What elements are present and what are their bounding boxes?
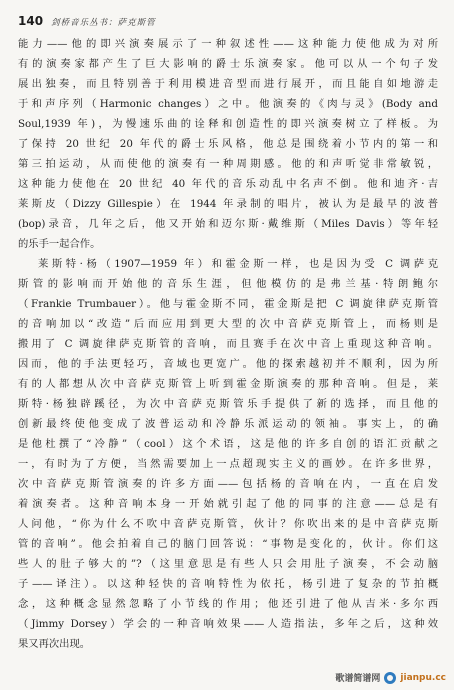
text-line: 念，这种概念显然忽略了小节线的作用；他还引进了他从吉米·多尔西 — [18, 598, 438, 610]
text-line: （Frankie Trumbauer）。他与霍金斯不同，霍金斯是把 C 调旋律萨克斯管 — [18, 298, 438, 310]
text-line: 管的音响”。他会拍着自己的脑门回答说：“事物是变化的，伙计。你们这 — [18, 538, 438, 550]
text-line: 第三拍运动，从而使他的演奏有一种周期感。他的和声听觉非常敏锐， — [18, 158, 438, 170]
text-line: 些人的肚子够大的”?（这里意思是有些人只会用肚子演奏，不会动脑 — [18, 558, 438, 570]
text-line: 展出独奏，而且特别善于利用模进音型而进行展开，而且能自如地游走 — [18, 78, 438, 90]
text-line: 斯管的影响而开始他的音乐生涯，但他模仿的是弗兰基·特朗鲍尔 — [18, 278, 438, 290]
site-watermark — [335, 671, 446, 684]
text-line: 创新最终使他变成了波普运动和冷静乐派运动的领袖。事实上，的确 — [18, 418, 438, 430]
text-line: 次中音萨克斯管演奏的许多方面——包括杨的音响在内，一直在启发 — [18, 478, 438, 490]
text-line: 果又再次出现。 — [18, 638, 91, 650]
text-line: （Jimmy Dorsey）学会的一种音响效果——人造指法，多年之后，这种效 — [18, 618, 438, 630]
text-line: 的乐手一起合作。 — [18, 238, 101, 250]
running-head: 剑桥音乐丛书：萨克斯管 — [51, 18, 156, 28]
text-line: 莱斯皮（Dizzy Gillespie）在 1944 年录制的唱片，被认为是最早的波普 — [18, 198, 438, 210]
text-line: 一，有时为了方便，当然需要加上一点超现实主义的画妙。在许多世界， — [18, 458, 438, 470]
text-line: (bop)录音，几年之后，他又开始和迈尔斯·戴维斯（Miles Davis）等年轻 — [18, 218, 438, 230]
text-line: 于和声序列（Harmonic changes）之中。他演奏的《肉与灵》(Body and — [18, 98, 438, 110]
text-line: 莱斯特·杨（1907—1959 年）和霍金斯一样，也是因为受 C 调萨克 — [38, 258, 438, 270]
text-line: 的音响加以“改造”后而应用到更大型的次中音萨克斯管上，而杨则是 — [18, 318, 438, 330]
text-line: 人问他，“你为什么不吹中音萨克斯管，伙计？你吹出来的是中音萨克斯 — [18, 518, 438, 530]
page-number: 140 — [18, 14, 44, 28]
text-line: 子——译注）。以这种轻快的音响特性为依托，杨引进了复杂的节拍概 — [18, 578, 438, 590]
text-line: 着演奏者。这种音响本身一开始就引起了他的同事的注意——总是有 — [18, 498, 438, 510]
text-line: Soul,1939 年)，为慢速乐曲的诠释和创造性的即兴演奏树立了样板。为 — [18, 118, 438, 130]
site-logo-icon — [384, 672, 396, 684]
watermark-site-name: 歌谱简谱网 — [335, 674, 381, 684]
text-line: 搬用了 C 调旋律萨克斯管的音响，而且赛手在次中音上重现这种音响。 — [18, 338, 438, 350]
text-line: 这种能力使他在 20 世纪 40 年代的音乐动乱中名声不倒。他和迪齐·吉 — [18, 178, 438, 190]
watermark-url: jianpu.cc — [400, 672, 446, 683]
text-line: 有的演奏家都产生了巨大影响的爵士乐演奏家。他可以从一个句子发 — [18, 58, 438, 70]
text-line: 斯特·杨独辟蹊径，为次中音萨克斯管乐手提供了新的选择，而且他的 — [18, 398, 438, 410]
text-line: 有的人都想从次中音萨克斯管上听到霍金斯演奏的那种音响。但是，莱 — [18, 378, 438, 390]
text-line: 能力——他的即兴演奏展示了一种叙述性——这种能力使他成为对所 — [18, 38, 438, 50]
text-line: 是他杜撰了“冷静”（cool）这个术语，这是他的许多自创的语汇贡献之 — [18, 438, 438, 450]
text-line: 因而，他的手法更轻巧，音域也更宽广。他的探索越初并不顺利，因为所 — [18, 358, 438, 370]
page-header — [18, 14, 156, 28]
text-line: 了保持 20 世纪 20 年代的爵士乐风格，他总是围绕着小节内的第一和 — [18, 138, 438, 150]
body-text — [18, 34, 438, 654]
